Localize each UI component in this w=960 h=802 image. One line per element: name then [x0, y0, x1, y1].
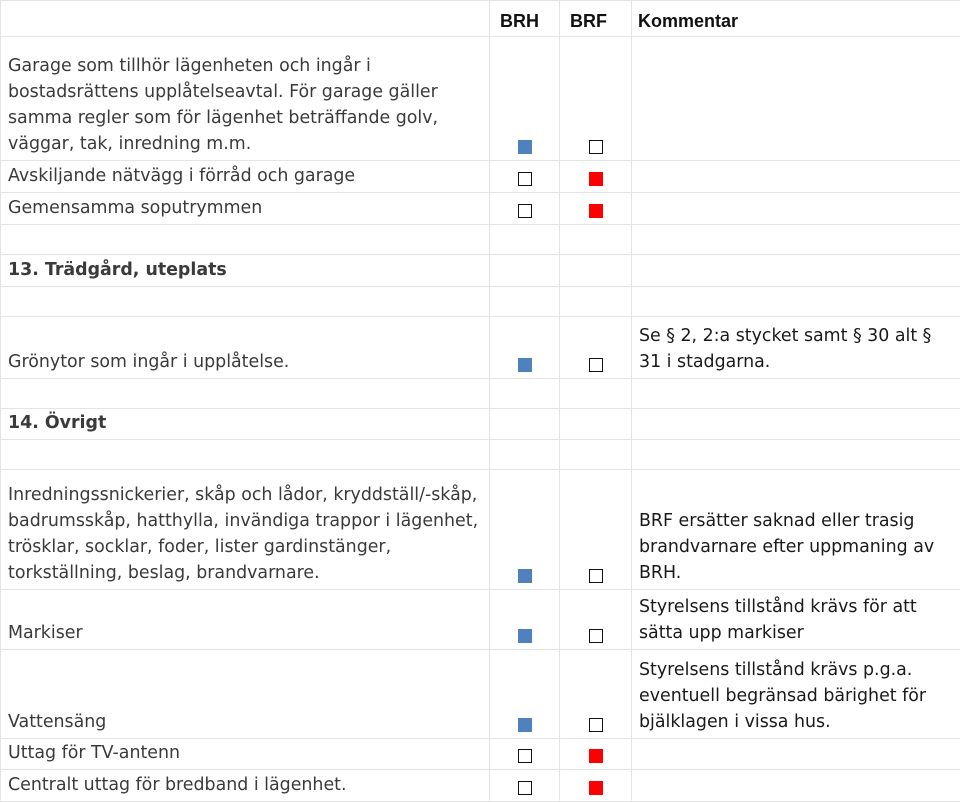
row-comment: Styrelsens tillstånd krävs för att sätta upp markiser — [632, 590, 960, 650]
section-heading: 13. Trädgård, uteplats — [1, 255, 490, 287]
header-brh: BRH — [490, 1, 560, 37]
brh-checkbox[interactable] — [518, 358, 532, 372]
brh-checkbox[interactable] — [518, 718, 532, 732]
brf-cell — [560, 161, 632, 193]
row-comment: Styrelsens tillstånd krävs p.g.a. eventuell begränsad bärighet för bjälklagen i vissa hus. — [632, 650, 960, 739]
spacer-row — [1, 440, 960, 470]
table-row — [1, 193, 960, 225]
brh-cell — [490, 470, 560, 590]
brf-checkbox[interactable] — [589, 172, 603, 186]
brh-checkbox[interactable] — [518, 569, 532, 583]
table-row — [1, 317, 960, 379]
brf-checkbox[interactable] — [589, 718, 603, 732]
header-row — [1, 1, 960, 37]
brh-checkbox[interactable] — [518, 629, 532, 643]
brh-checkbox[interactable] — [518, 749, 532, 763]
brf-checkbox[interactable] — [589, 629, 603, 643]
brf-checkbox[interactable] — [589, 781, 603, 795]
row-label: Avskiljande nätvägg i förråd och garage — [1, 161, 490, 193]
row-comment — [632, 193, 960, 225]
row-label: Grönytor som ingår i upplåtelse. — [1, 317, 490, 379]
brf-cell — [560, 590, 632, 650]
header-kommentar: Kommentar — [632, 1, 960, 37]
brh-checkbox[interactable] — [518, 781, 532, 795]
row-comment — [632, 739, 960, 770]
table-row — [1, 739, 960, 770]
row-label: Markiser — [1, 590, 490, 650]
section-heading: 14. Övrigt — [1, 409, 490, 440]
brf-cell — [560, 650, 632, 739]
brh-cell — [490, 739, 560, 770]
row-label: Vattensäng — [1, 650, 490, 739]
brf-cell — [560, 770, 632, 802]
row-label: Garage som tillhör lägenheten och ingår i bostadsrättens upplåtelseavtal. För garage gäller samma regler som för lägenhet beträffande golv, väggar, tak, inredning m.m. — [1, 37, 490, 161]
row-comment: BRF ersätter saknad eller trasig brandvarnare efter uppmaning av BRH. — [632, 470, 960, 590]
table-row — [1, 770, 960, 802]
row-label: Gemensamma soputrymmen — [1, 193, 490, 225]
brh-cell — [490, 650, 560, 739]
brh-cell — [490, 161, 560, 193]
brf-cell — [560, 37, 632, 161]
table-row — [1, 590, 960, 650]
brf-checkbox[interactable] — [589, 749, 603, 763]
brf-checkbox[interactable] — [589, 569, 603, 583]
brf-cell — [560, 739, 632, 770]
section-row — [1, 255, 960, 287]
brf-checkbox[interactable] — [589, 204, 603, 218]
brf-checkbox[interactable] — [589, 358, 603, 372]
table-row — [1, 161, 960, 193]
brh-cell — [490, 317, 560, 379]
row-label: Centralt uttag för bredband i lägenhet. — [1, 770, 490, 802]
row-comment: Se § 2, 2:a stycket samt § 30 alt § 31 i stadgarna. — [632, 317, 960, 379]
header-empty — [1, 1, 490, 37]
brh-cell — [490, 193, 560, 225]
brh-cell — [490, 770, 560, 802]
brh-checkbox[interactable] — [518, 204, 532, 218]
brf-cell — [560, 470, 632, 590]
row-label: Uttag för TV-antenn — [1, 739, 490, 770]
brf-cell — [560, 317, 632, 379]
brh-cell — [490, 590, 560, 650]
table-row — [1, 650, 960, 739]
table-row — [1, 470, 960, 590]
brf-checkbox[interactable] — [589, 140, 603, 154]
table-row — [1, 37, 960, 161]
spacer-row — [1, 379, 960, 409]
row-comment — [632, 161, 960, 193]
brh-checkbox[interactable] — [518, 172, 532, 186]
row-comment — [632, 770, 960, 802]
header-brf: BRF — [560, 1, 632, 37]
row-comment — [632, 37, 960, 161]
section-row — [1, 409, 960, 440]
brf-cell — [560, 193, 632, 225]
spacer-row — [1, 287, 960, 317]
brh-checkbox[interactable] — [518, 140, 532, 154]
brh-cell — [490, 37, 560, 161]
spacer-row — [1, 225, 960, 255]
row-label: Inredningssnickerier, skåp och lådor, kryddställ/-skåp, badrumsskåp, hatthylla, invändiga trappor i lägenhet, trösklar, socklar, foder, lister gardinstänger, torkställning, beslag, brandvarnare. — [1, 470, 490, 590]
